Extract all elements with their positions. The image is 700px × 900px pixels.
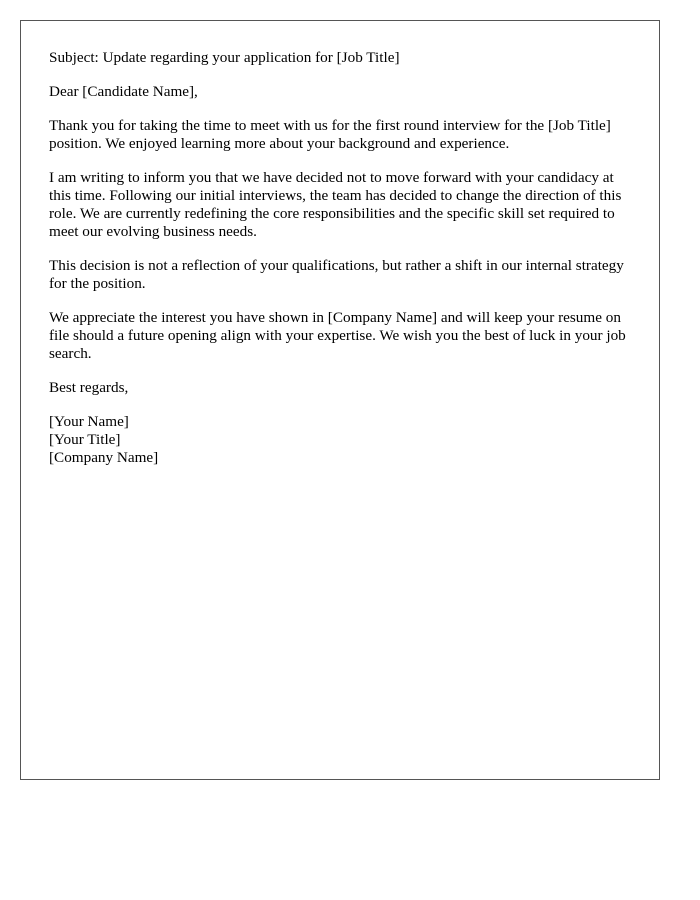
- letter-closing: Best regards,: [49, 379, 129, 396]
- signature-block: [49, 413, 631, 467]
- letter-container: [20, 20, 660, 780]
- signature-company: [Company Name]: [49, 449, 159, 466]
- letter-subject: Subject: Update regarding your application for [Job Title]: [49, 49, 400, 66]
- signature-name: [Your Name]: [49, 413, 129, 430]
- letter-paragraph-decision: I am writing to inform you that we have decided not to move forward with your candidacy at this time. Following our initial interviews, the team has decided to change the direction of this role. We are currently redefining the core responsibilities and the specific skill set required to meet our evolving business needs.: [49, 169, 622, 240]
- letter-paragraph-closing-note: We appreciate the interest you have shown in [Company Name] and will keep your resume on file should a future opening align with your expertise. We wish you the best of luck in your job search.: [49, 309, 626, 362]
- letter-paragraph-reason: This decision is not a reflection of your qualifications, but rather a shift in our internal strategy for the position.: [49, 257, 624, 292]
- letter-salutation: Dear [Candidate Name],: [49, 83, 198, 100]
- letter-paragraph-intro: Thank you for taking the time to meet with us for the first round interview for the [Job Title] position. We enjoyed learning more about your background and experience.: [49, 117, 611, 152]
- signature-title: [Your Title]: [49, 431, 121, 448]
